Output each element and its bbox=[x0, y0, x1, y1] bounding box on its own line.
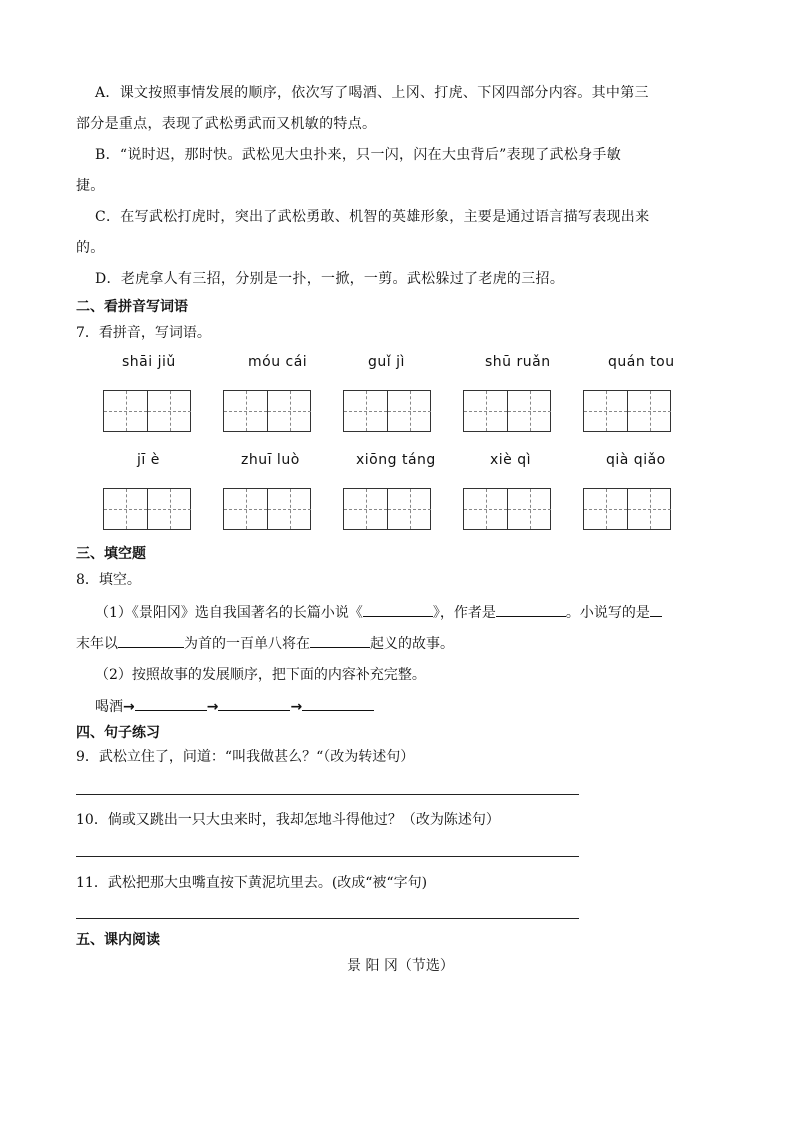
blank-dynasty[interactable] bbox=[650, 602, 662, 617]
q8-text: （1）《景阳冈》选自我国著名的长篇小说《 bbox=[95, 605, 363, 621]
option-a-line1: A．课文按照事情发展的顺序，依次写了喝酒、上冈、打虎、下冈四部分内容。其中第三 bbox=[95, 85, 649, 101]
writing-box[interactable] bbox=[463, 390, 551, 432]
writing-box[interactable] bbox=[223, 390, 311, 432]
option-c-line1: C．在写武松打虎时，突出了武松勇敢、机智的英雄形象，主要是通过语言描写表现出来 bbox=[95, 209, 650, 225]
q8-text: 》，作者是 bbox=[432, 605, 496, 621]
passage-title: 景 阳 冈（节选） bbox=[347, 958, 454, 974]
option-a-line2: 部分是重点，表现了武松勇武而又机敏的特点。 bbox=[76, 116, 377, 132]
pinyin-3: guǐ jì bbox=[368, 354, 405, 370]
answer-line-q9[interactable] bbox=[76, 794, 579, 795]
arrow-icon: → bbox=[290, 699, 303, 715]
arrow-icon: → bbox=[206, 699, 219, 715]
pinyin-5: quán tou bbox=[608, 354, 675, 370]
arrow-icon: → bbox=[123, 699, 135, 715]
answer-line-q10[interactable] bbox=[76, 856, 579, 857]
sequence-start: 喝酒 bbox=[95, 699, 123, 715]
blank-step-2[interactable] bbox=[135, 696, 207, 711]
pinyin-7: zhuī luò bbox=[241, 452, 300, 468]
section2-title: 二、看拼音写词语 bbox=[76, 299, 188, 315]
q8-part1-line2 bbox=[76, 633, 454, 653]
q11-prompt: 11．武松把那大虫嘴直按下黄泥坑里去。(改成“被“字句) bbox=[76, 875, 428, 891]
answer-line-q11[interactable] bbox=[76, 918, 579, 919]
option-d-line1: D．老虎拿人有三招，分别是一扑，一掀，一剪。武松躲过了老虎的三招。 bbox=[95, 271, 565, 287]
q8-text: 。小说写的是 bbox=[565, 605, 650, 621]
writing-box[interactable] bbox=[583, 390, 671, 432]
q8-text: 为首的一百单八将在 bbox=[184, 636, 310, 652]
writing-box[interactable] bbox=[223, 488, 311, 530]
q8-part2: （2）按照故事的发展顺序，把下面的内容补充完整。 bbox=[95, 667, 426, 683]
q10-prompt: 10．倘或又跳出一只大虫来时，我却怎地斗得他过？（改为陈述句） bbox=[76, 812, 500, 828]
q8-part1-line1 bbox=[95, 602, 662, 622]
section4-title: 四、句子练习 bbox=[76, 725, 160, 741]
writing-box[interactable] bbox=[343, 390, 431, 432]
q9-prompt: 9．武松立住了，问道：“叫我做甚么？“（改为转述句） bbox=[76, 749, 415, 765]
pinyin-8: xiōng táng bbox=[356, 452, 436, 468]
section5-title: 五、课内阅读 bbox=[76, 932, 160, 948]
writing-box[interactable] bbox=[583, 488, 671, 530]
writing-box[interactable] bbox=[103, 488, 191, 530]
option-b-line1: B．“说时迟，那时快。武松见大虫扑来，只一闪，闪在大虫背后”表现了武松身手敏 bbox=[95, 147, 621, 163]
q8-sequence bbox=[95, 696, 374, 716]
q7-prompt: 7．看拼音，写词语。 bbox=[76, 325, 211, 341]
pinyin-1: shāi jiǔ bbox=[122, 354, 176, 370]
blank-book-title[interactable] bbox=[363, 602, 433, 617]
pinyin-4: shū ruǎn bbox=[485, 354, 551, 370]
q8-prompt: 8．填空。 bbox=[76, 572, 141, 588]
writing-box[interactable] bbox=[103, 390, 191, 432]
blank-step-3[interactable] bbox=[218, 696, 290, 711]
q8-text: 末年以 bbox=[76, 636, 118, 652]
pinyin-10: qià qiǎo bbox=[606, 452, 666, 468]
option-c-line2: 的。 bbox=[76, 240, 105, 256]
section3-title: 三、填空题 bbox=[76, 546, 146, 562]
q8-text: 起义的故事。 bbox=[370, 636, 454, 652]
blank-step-4[interactable] bbox=[302, 696, 374, 711]
pinyin-6: jī è bbox=[137, 452, 160, 468]
writing-box[interactable] bbox=[463, 488, 551, 530]
option-b-line2: 捷。 bbox=[76, 178, 105, 194]
pinyin-9: xiè qì bbox=[490, 452, 532, 468]
blank-leader[interactable] bbox=[118, 633, 184, 648]
pinyin-2: móu cái bbox=[248, 354, 308, 370]
blank-author[interactable] bbox=[496, 602, 566, 617]
blank-place[interactable] bbox=[310, 633, 370, 648]
writing-box[interactable] bbox=[343, 488, 431, 530]
